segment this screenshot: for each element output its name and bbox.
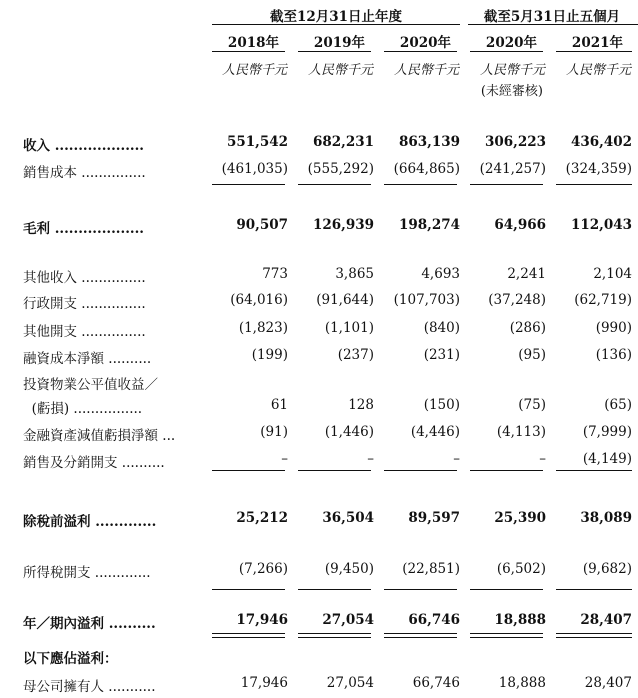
row-value: (91) — [260, 424, 288, 440]
row-value: (990) — [595, 320, 632, 336]
total-double-rule — [298, 633, 371, 638]
row-value: (237) — [337, 347, 374, 363]
row-value: (62,719) — [574, 292, 632, 308]
unit-label: 人民幣千元 — [479, 63, 545, 78]
row-value: 89,597 — [408, 510, 460, 526]
subtotal-rule — [298, 589, 371, 590]
row-value: 2,241 — [507, 266, 546, 282]
group-underline-1 — [212, 24, 460, 25]
row-label: 毛利 ................... — [23, 221, 144, 237]
row-value: 17,946 — [240, 675, 288, 691]
row-value: (6,502) — [496, 561, 546, 577]
row-value: (286) — [509, 320, 546, 336]
row-value: (75) — [518, 397, 546, 413]
row-label: 融資成本淨額 .......... — [23, 351, 152, 367]
group-header-five-months: 截至5月31日止五個月 — [483, 9, 621, 25]
row-value: (91,644) — [316, 292, 374, 308]
row-value: (1,101) — [324, 320, 374, 336]
row-value: (4,113) — [496, 424, 546, 440]
year-underline — [470, 51, 543, 52]
row-value: (555,292) — [307, 161, 374, 177]
row-label: 母公司擁有人 ........... — [23, 679, 156, 695]
row-value: – — [539, 451, 546, 467]
unit-label: 人民幣千元 — [307, 63, 373, 78]
row-value: (64,016) — [230, 292, 288, 308]
subtotal-rule — [384, 470, 457, 471]
row-value: (107,703) — [393, 292, 460, 308]
row-value: (4,149) — [582, 451, 632, 467]
row-value: 3,865 — [335, 266, 374, 282]
row-label: 收入 ................... — [23, 138, 144, 154]
row-value: 28,407 — [580, 612, 632, 628]
unit-label: 人民幣千元 — [221, 63, 287, 78]
row-value: – — [453, 451, 460, 467]
row-value: (95) — [518, 347, 546, 363]
row-value: (65) — [604, 397, 632, 413]
row-value: (4,446) — [410, 424, 460, 440]
row-label: (虧損) ................ — [23, 401, 143, 417]
row-value: 128 — [348, 397, 374, 413]
row-label: 投資物業公平值收益／ — [23, 377, 158, 393]
row-value: 773 — [262, 266, 288, 282]
row-value: 90,507 — [236, 217, 288, 233]
row-value: 61 — [270, 397, 288, 413]
year-header-2020-5m: 2020年 — [485, 35, 537, 51]
row-label: 其他開支 ............... — [23, 324, 146, 340]
row-value: 27,054 — [322, 612, 374, 628]
subtotal-rule — [470, 589, 543, 590]
subtotal-rule — [470, 470, 543, 471]
row-value: – — [281, 451, 288, 467]
row-value: 36,504 — [322, 510, 374, 526]
subtotal-rule — [212, 184, 285, 185]
row-value: 18,888 — [498, 675, 546, 691]
row-label: 銷售成本 ............... — [23, 165, 146, 181]
year-header-2019: 2019年 — [313, 35, 365, 51]
unit-label: 人民幣千元 — [393, 63, 459, 78]
row-value: (7,266) — [238, 561, 288, 577]
row-value: 66,746 — [412, 675, 460, 691]
row-value: (9,450) — [324, 561, 374, 577]
row-value: 64,966 — [494, 217, 546, 233]
row-value: 551,542 — [226, 134, 288, 150]
row-value: 28,407 — [584, 675, 632, 691]
row-value: 306,223 — [484, 134, 546, 150]
row-value: (7,999) — [582, 424, 632, 440]
row-value: 863,139 — [398, 134, 460, 150]
row-value: 198,274 — [398, 217, 460, 233]
row-value: (840) — [423, 320, 460, 336]
row-value: (241,257) — [479, 161, 546, 177]
row-value: 126,939 — [312, 217, 374, 233]
subtotal-rule — [384, 184, 457, 185]
row-label: 所得稅開支 ............. — [23, 565, 151, 581]
row-value: 27,054 — [326, 675, 374, 691]
row-value: (22,851) — [402, 561, 460, 577]
row-value: (664,865) — [393, 161, 460, 177]
row-value: 4,693 — [421, 266, 460, 282]
row-label: 除稅前溢利 ............. — [23, 514, 157, 530]
subtotal-rule — [212, 470, 285, 471]
total-double-rule — [212, 633, 285, 638]
subtotal-rule — [556, 470, 632, 471]
year-header-2018: 2018年 — [227, 35, 279, 51]
row-value: 25,390 — [494, 510, 546, 526]
row-label: 其他收入 ............... — [23, 270, 146, 286]
unaudited-note: (未經審核) — [480, 84, 543, 99]
row-value: 436,402 — [570, 134, 632, 150]
row-value: 2,104 — [593, 266, 632, 282]
subtotal-rule — [212, 589, 285, 590]
row-value: (150) — [423, 397, 460, 413]
row-value: (199) — [251, 347, 288, 363]
group-underline-2 — [468, 24, 638, 25]
subtotal-rule — [298, 184, 371, 185]
row-value: (9,682) — [582, 561, 632, 577]
row-value: (136) — [595, 347, 632, 363]
subtotal-rule — [384, 589, 457, 590]
year-underline — [212, 51, 285, 52]
unit-label: 人民幣千元 — [565, 63, 631, 78]
row-value: 25,212 — [236, 510, 288, 526]
row-value: (324,359) — [565, 161, 632, 177]
total-double-rule — [556, 633, 632, 638]
subtotal-rule — [556, 184, 632, 185]
row-label: 金融資產減值虧損淨額 ... — [23, 428, 176, 444]
row-label: 行政開支 ............... — [23, 296, 146, 312]
row-value: (37,248) — [488, 292, 546, 308]
row-label: 銷售及分銷開支 .......... — [23, 455, 165, 471]
row-label: 以下應佔溢利： — [23, 651, 118, 667]
row-value: 682,231 — [312, 134, 374, 150]
subtotal-rule — [556, 589, 632, 590]
year-underline — [556, 51, 632, 52]
group-header-year-ended: 截至12月31日止年度 — [269, 9, 403, 25]
subtotal-rule — [298, 470, 371, 471]
total-double-rule — [470, 633, 543, 638]
row-value: (461,035) — [221, 161, 288, 177]
row-value: – — [367, 451, 374, 467]
year-underline — [298, 51, 371, 52]
row-label: 年／期內溢利 .......... — [23, 616, 156, 632]
row-value: 66,746 — [408, 612, 460, 628]
row-value: (231) — [423, 347, 460, 363]
row-value: (1,823) — [238, 320, 288, 336]
row-value: 112,043 — [570, 217, 632, 233]
row-value: (1,446) — [324, 424, 374, 440]
row-value: 17,946 — [236, 612, 288, 628]
year-header-2020: 2020年 — [399, 35, 451, 51]
year-header-2021-5m: 2021年 — [571, 35, 623, 51]
year-underline — [384, 51, 457, 52]
total-double-rule — [384, 633, 457, 638]
row-value: 38,089 — [580, 510, 632, 526]
subtotal-rule — [470, 184, 543, 185]
row-value: 18,888 — [494, 612, 546, 628]
